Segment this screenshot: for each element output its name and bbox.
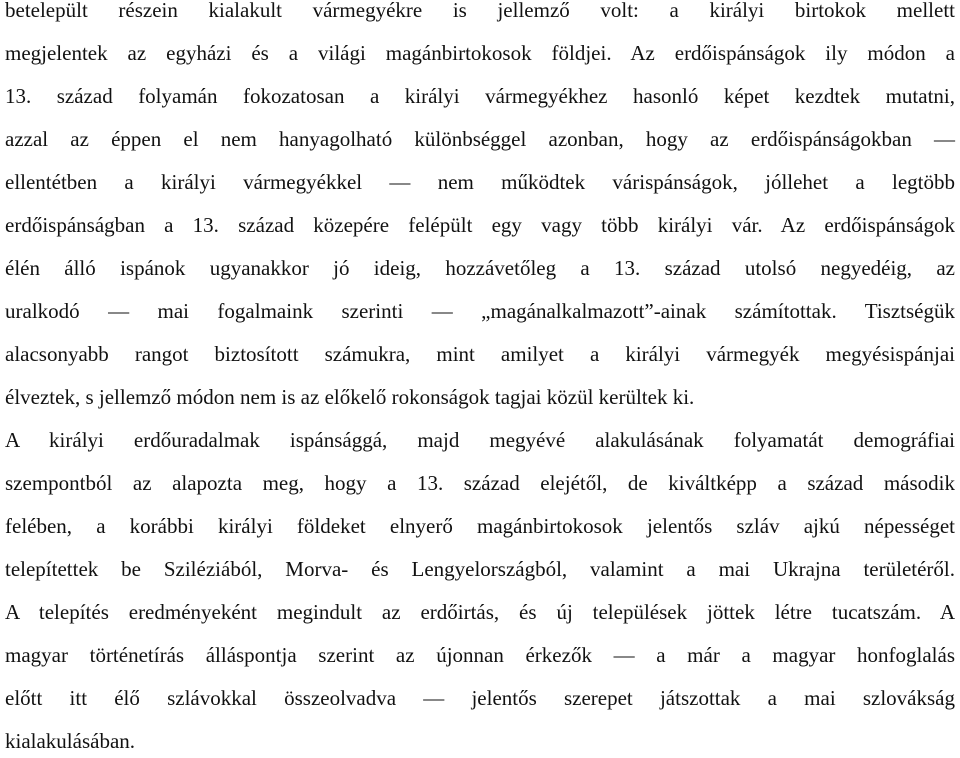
text-line-7: élén álló ispánok ugyanakkor jó ideig, hozzávetőleg a 13. század utolsó negyedéig, az [5, 256, 955, 280]
text-line-3: 13. század folyamán fokozatosan a királyi vármegyékhez hasonló képet kezdtek mutatni, [5, 84, 955, 108]
text-line-6: erdőispánságban a 13. század közepére felépült egy vagy több királyi vár. Az erdőispánságok [5, 213, 955, 237]
text-line-16: magyar történetírás álláspontja szerint az újonnan érkezők — a már a magyar honfoglalás [5, 643, 955, 667]
text-line-14: telepítettek be Sziléziából, Morva- és Lengyelországból, valamint a mai Ukrajna területéről. [5, 557, 955, 581]
text-line-5: ellentétben a királyi vármegyékkel — nem működtek várispánságok, jóllehet a legtöbb [5, 170, 955, 194]
text-line-11: A királyi erdőuradalmak ispánsággá, majd megyévé alakulásának folyamatát demográfiai [5, 428, 955, 452]
text-line-1: betelepült részein kialakult vármegyékre is jellemző volt: a királyi birtokok mellett [5, 0, 955, 22]
text-line-9: alacsonyabb rangot biztosított számukra, mint amilyet a királyi vármegyék megyésispánjai [5, 342, 955, 366]
text-line-13: felében, a korábbi királyi földeket elnyerő magánbirtokosok jelentős szláv ajkú népességet [5, 514, 955, 538]
text-line-2: megjelentek az egyházi és a világi magánbirtokosok földjei. Az erdőispánságok ily módon a [5, 41, 955, 65]
text-line-10: élveztek, s jellemző módon nem is az előkelő rokonságok tagjai közül kerültek ki. [5, 385, 695, 409]
text-line-12: szempontból az alapozta meg, hogy a 13. század elejétől, de kiváltképp a század második [5, 471, 955, 495]
text-line-17: előtt itt élő szlávokkal összeolvadva — jelentős szerepet játszottak a mai szlovákság [5, 686, 955, 710]
text-line-15: A telepítés eredményeként megindult az erdőirtás, és új települések jöttek létre tucatszám. A [5, 600, 955, 624]
text-line-18: kialakulásában. [5, 729, 136, 753]
text-line-4: azzal az éppen el nem hanyagolható különbséggel azonban, hogy az erdőispánságokban — [5, 127, 955, 151]
text-line-8: uralkodó — mai fogalmaink szerinti — „magánalkalmazott”-ainak számítottak. Tisztségük [5, 299, 955, 323]
